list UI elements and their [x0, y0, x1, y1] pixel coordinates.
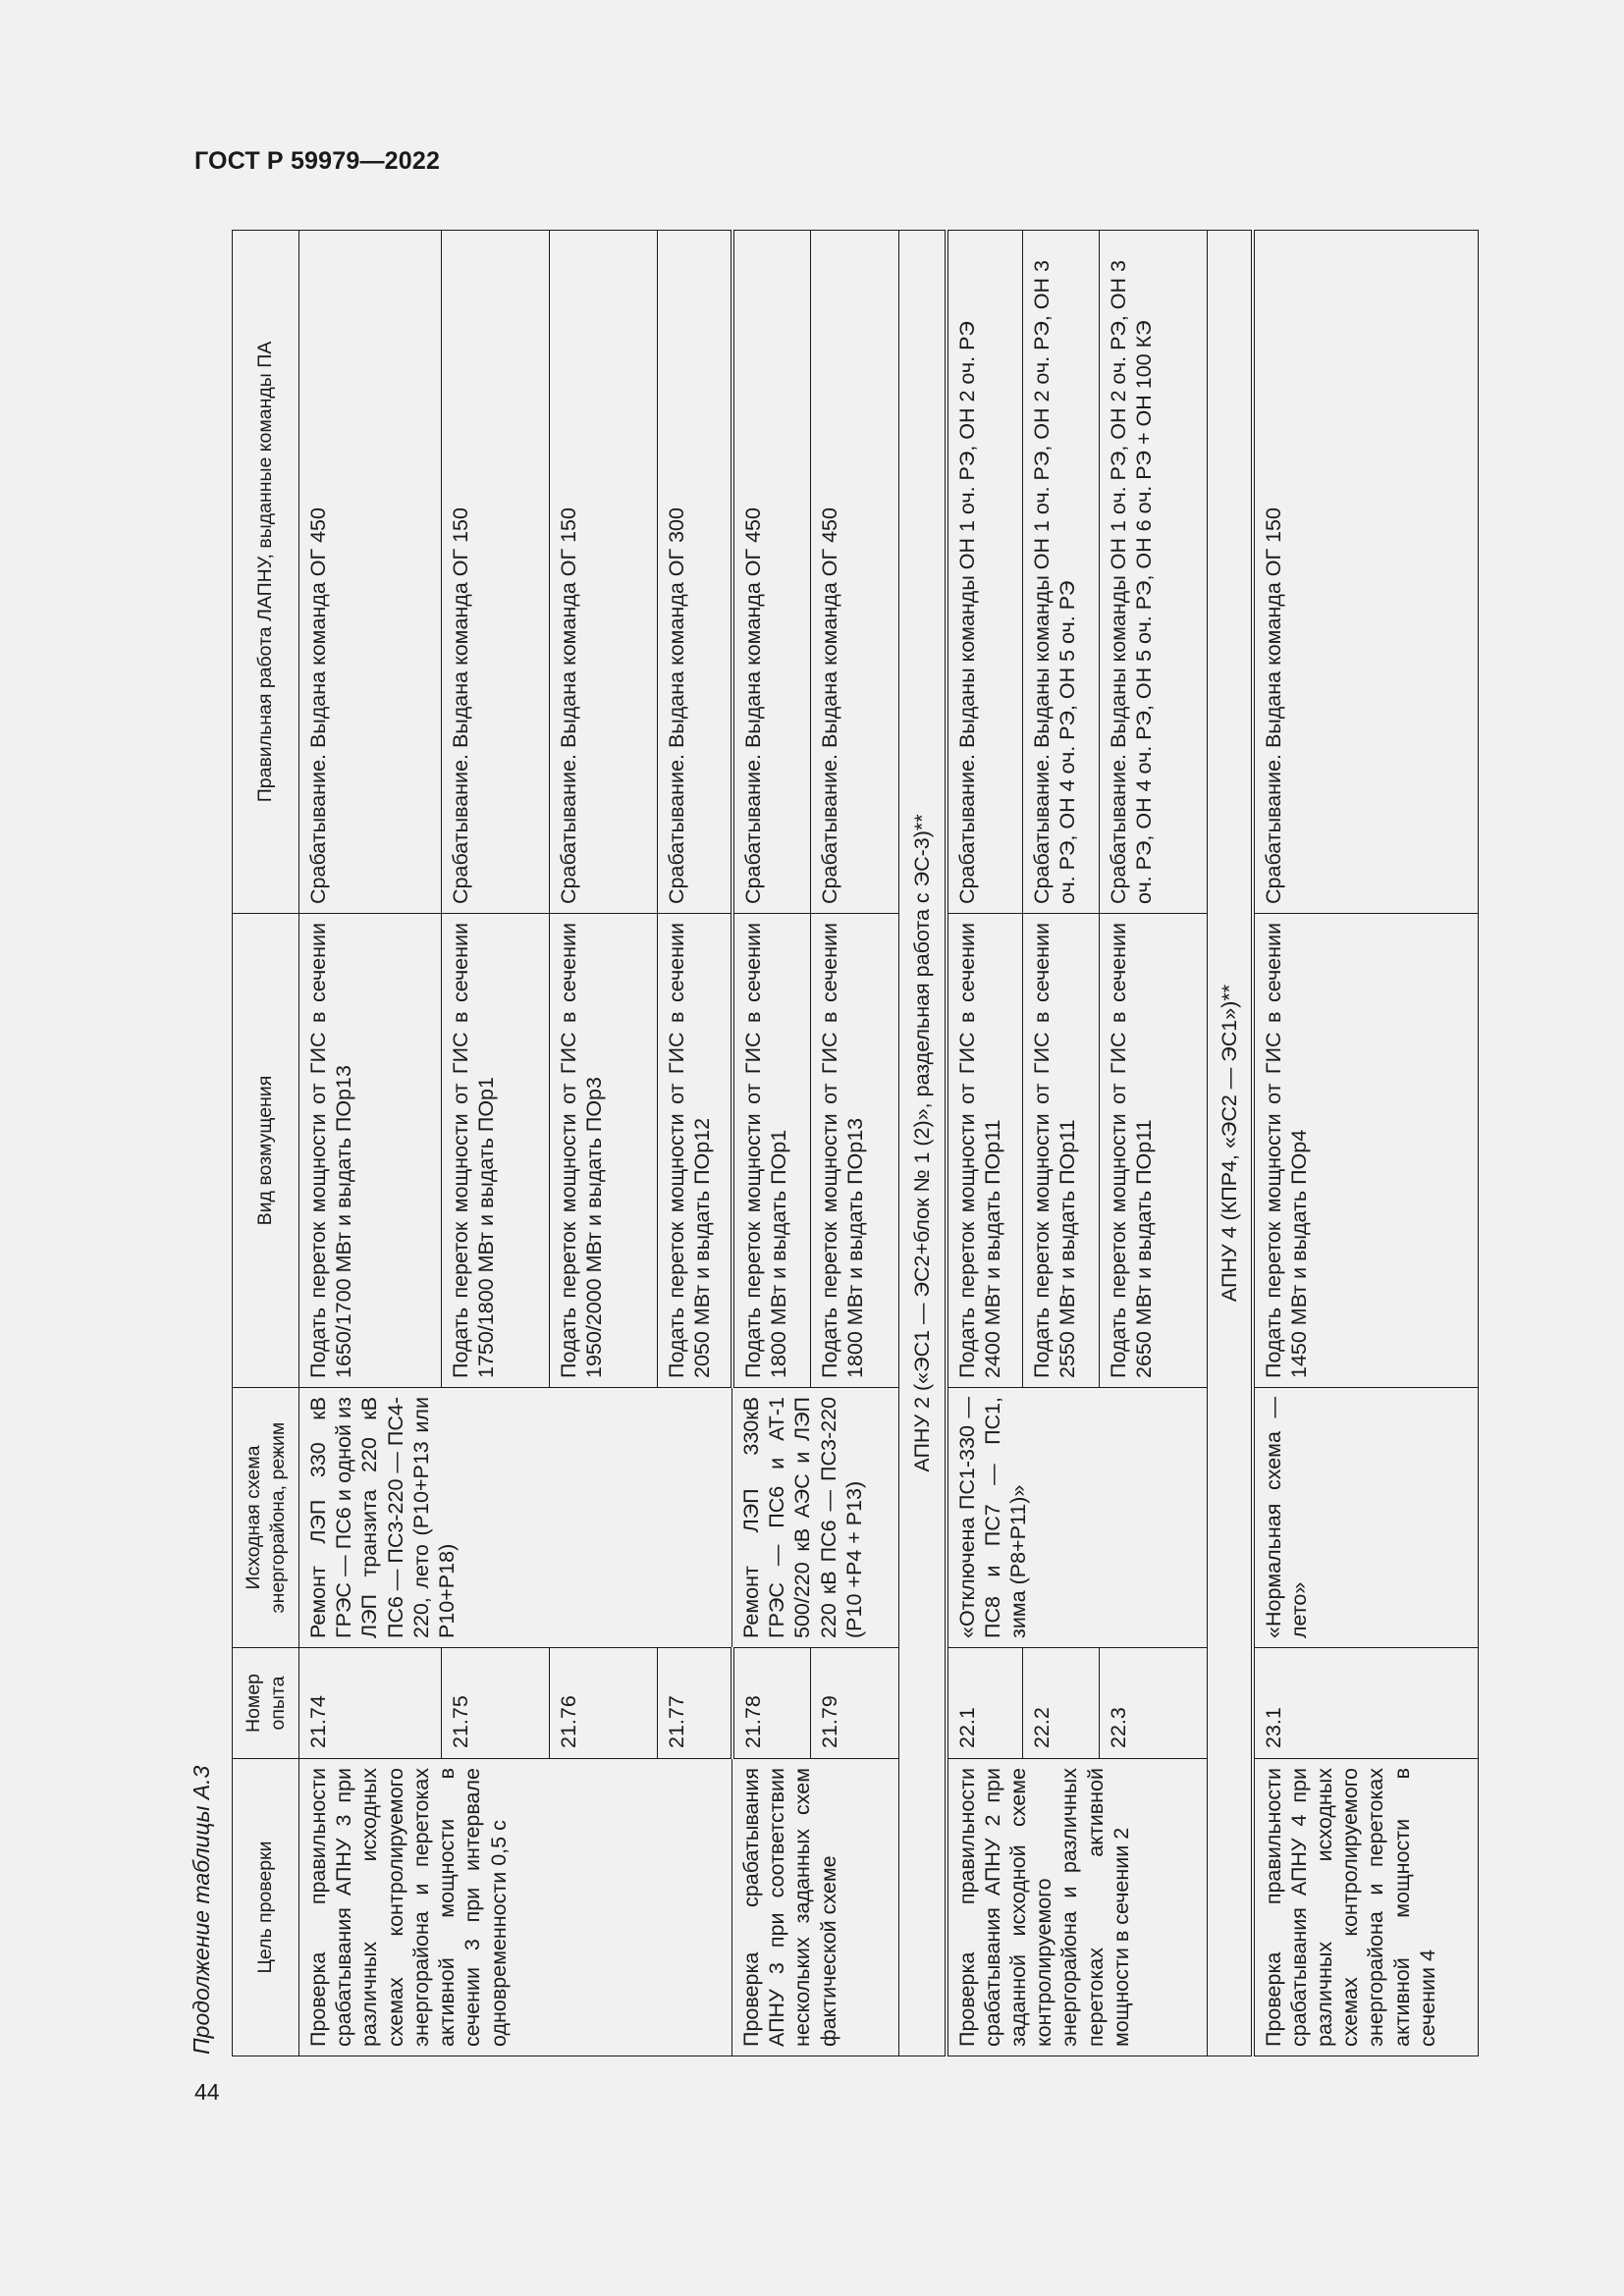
table-row — [1253, 231, 1479, 2056]
table-row — [732, 231, 811, 2056]
cell-disturbance: Подать переток мощности от ГИС в сечении 1800 МВт и выдать ПОр13 — [811, 914, 899, 1388]
cell-goal: Проверка правильности срабатывания АПНУ 4 при различных исходных схемах контролируемого энергорайона и перетоках активной мощности в сечении 4 — [1253, 1759, 1479, 2056]
cell-result: Срабатывание. Выданы команды ОН 1 оч. РЭ, ОН 2 оч. РЭ, ОН 3 оч. РЭ, ОН 4 оч. РЭ, ОН 5 оч. РЭ, ОН 6 оч. РЭ + ОН 100 КЭ — [1100, 231, 1208, 914]
cell-disturbance: Подать переток мощности от ГИС в сечении 1950/2000 МВт и выдать ПОр3 — [550, 914, 658, 1388]
cell-goal: Проверка правильности срабатывания АПНУ 3 при различных исходных схемах контролируемого энергорайона и перетоках активной мощности в сечении 3 при интервале одновременности 0,5 с — [299, 1759, 732, 2056]
cell-scheme: «Отключена ПС1-330 — ПС8 и ПС7 — ПС1, зима (Р8+Р11)» — [947, 1388, 1208, 1648]
cell-disturbance: Подать переток мощности от ГИС в сечении 2050 МВт и выдать ПОр12 — [658, 914, 732, 1388]
cell-number: 22.1 — [947, 1648, 1023, 1759]
cell-number: 21.74 — [299, 1648, 442, 1759]
cell-disturbance: Подать переток мощности от ГИС в сечении 2650 МВт и выдать ПОр11 — [1100, 914, 1208, 1388]
cell-result: Срабатывание. Выдана команда ОГ 450 — [732, 231, 811, 914]
cell-result: Срабатывание. Выданы команды ОН 1 оч. РЭ, ОН 2 оч. РЭ, ОН 3 оч. РЭ, ОН 4 оч. РЭ, ОН 5 оч. РЭ — [1023, 231, 1100, 914]
cell-result: Срабатывание. Выдана команда ОГ 150 — [1253, 231, 1479, 914]
cell-number: 21.77 — [658, 1648, 732, 1759]
cell-result: Срабатывание. Выданы команды ОН 1 оч. РЭ, ОН 2 оч. РЭ — [947, 231, 1023, 914]
cell-scheme: Ремонт ЛЭП 330 кВ ГРЭС — ПС6 и одной из ЛЭП транзита 220 кВ ПС6 — ПС3-220 — ПС4-220, лето (Р10+Р13 или Р10+Р18) — [299, 1388, 732, 1648]
cell-number: 22.3 — [1100, 1648, 1208, 1759]
header-row — [233, 231, 299, 2056]
section-row — [1208, 231, 1253, 2056]
cell-disturbance: Подать переток мощности от ГИС в сечении 1450 МВт и выдать ПОр4 — [1253, 914, 1479, 1388]
cell-number: 22.2 — [1023, 1648, 1100, 1759]
cell-scheme: Ремонт ЛЭП 330кВ ГРЭС — ПС6 и АТ-1 500/220 кВ АЭС и ЛЭП 220 кВ ПС6 — ПС3-220 (Р10 +Р4 + Р13) — [732, 1388, 899, 1648]
table-row — [947, 231, 1023, 2056]
cell-goal: Проверка правильности срабатывания АПНУ 2 при заданной исходной схеме контролируемого энергорайона и различных перетоках активной мощности в сечении 2 — [947, 1759, 1208, 2056]
cell-number: 21.76 — [550, 1648, 658, 1759]
cell-number: 21.78 — [732, 1648, 811, 1759]
page-number: 44 — [194, 2079, 220, 2105]
cell-scheme: «Нормальная схема — лето» — [1253, 1388, 1479, 1648]
cell-goal: Проверка срабатывания АПНУ 3 при соответствии нескольких заданных схем фактической схеме — [732, 1759, 899, 2056]
cell-result: Срабатывание. Выдана команда ОГ 150 — [550, 231, 658, 914]
cell-result: Срабатывание. Выдана команда ОГ 150 — [442, 231, 550, 914]
cell-number: 21.75 — [442, 1648, 550, 1759]
cell-number: 23.1 — [1253, 1648, 1479, 1759]
section-row — [899, 231, 947, 2056]
cell-disturbance: Подать переток мощности от ГИС в сечении 1800 МВт и выдать ПОр1 — [732, 914, 811, 1388]
cell-number: 21.79 — [811, 1648, 899, 1759]
cell-result: Срабатывание. Выдана команда ОГ 300 — [658, 231, 732, 914]
column-header-disturbance: Вид возмущения — [233, 914, 299, 1388]
section-title-apnu2: АПНУ 2 («ЭС1 — ЭС2+блок № 1 (2)», раздельная работа с ЭС-3)** — [899, 231, 947, 2056]
cell-disturbance: Подать переток мощности от ГИС в сечении 2550 МВт и выдать ПОр11 — [1023, 914, 1100, 1388]
column-header-result: Правильная работа ЛАПНУ, выданные команды ПА — [233, 231, 299, 914]
table-container — [232, 231, 1463, 2056]
document-header: ГОСТ Р 59979—2022 — [194, 147, 441, 175]
column-header-goal: Цель проверки — [233, 1759, 299, 2056]
cell-result: Срабатывание. Выдана команда ОГ 450 — [299, 231, 442, 914]
cell-disturbance: Подать переток мощности от ГИС в сечении 2400 МВт и выдать ПОр11 — [947, 914, 1023, 1388]
test-table — [232, 230, 1479, 2056]
cell-result: Срабатывание. Выдана команда ОГ 450 — [811, 231, 899, 914]
section-title-apnu4: АПНУ 4 (КПР4, «ЭС2 — ЭС1»)** — [1208, 231, 1253, 2056]
column-header-scheme: Исходная схема энергорайона, режим — [233, 1388, 299, 1648]
table-row — [299, 231, 442, 2056]
table-caption: Продолжение таблицы А.3 — [189, 1765, 214, 2055]
cell-disturbance: Подать переток мощности от ГИС в сечении 1650/1700 МВт и выдать ПОр13 — [299, 914, 442, 1388]
cell-disturbance: Подать переток мощности от ГИС в сечении 1750/1800 МВт и выдать ПОр1 — [442, 914, 550, 1388]
column-header-number: Номер опыта — [233, 1648, 299, 1759]
